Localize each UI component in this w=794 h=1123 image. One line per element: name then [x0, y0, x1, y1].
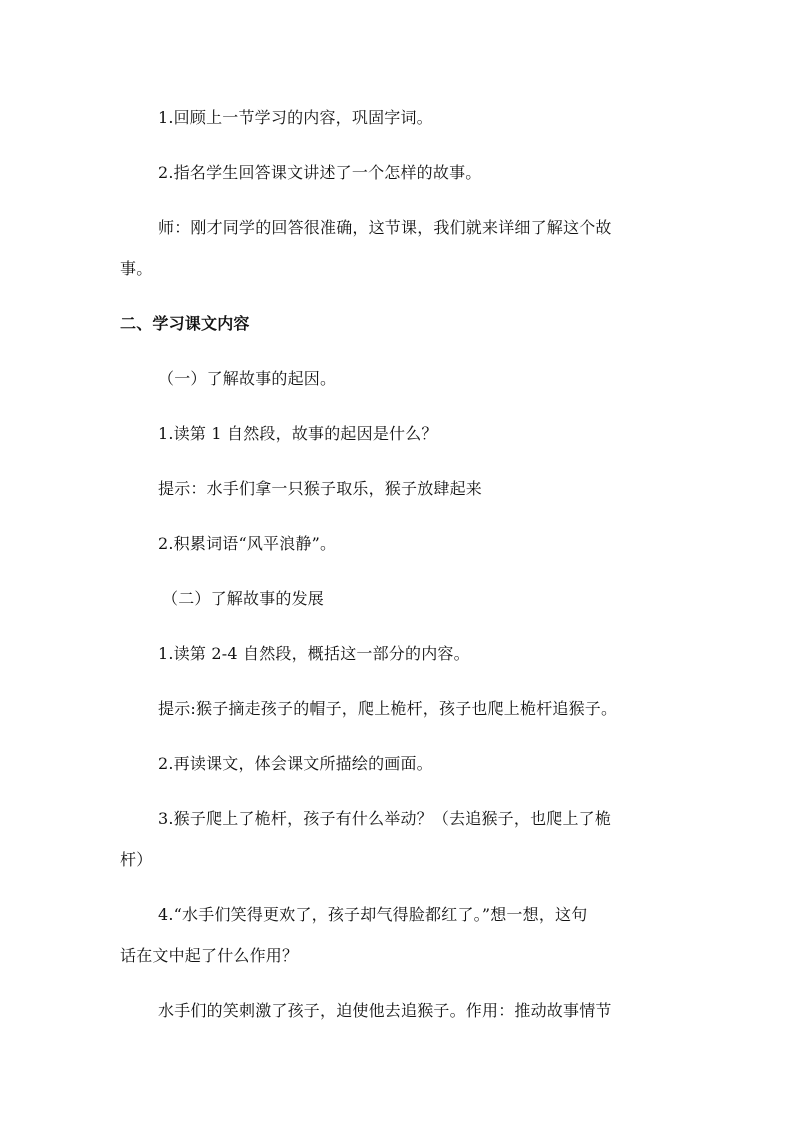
paragraph-quote-1: 4.“水手们笑得更欢了，孩子却气得脸都红了。”想一想，这句 — [158, 905, 588, 924]
section-heading-study-content: 二、学习课文内容 — [120, 314, 250, 333]
paragraph-effect: 水手们的笑刺激了孩子，迫使他去追猴子。作用：推动故事情节 — [158, 1001, 612, 1020]
paragraph-reread: 2.再读课文，体会课文所描绘的画面。 — [158, 754, 433, 773]
paragraph-child-action-1: 3.猴子爬上了桅杆，孩子有什么举动？（去追猴子，也爬上了桅 — [158, 809, 612, 828]
subheading-cause: （一）了解故事的起因。 — [158, 369, 337, 388]
paragraph-story-question: 2.指名学生回答课文讲述了一个怎样的故事。 — [158, 163, 482, 182]
paragraph-child-action-2: 杆） — [120, 850, 153, 869]
paragraph-quote-2: 话在文中起了什么作用？ — [120, 946, 299, 965]
paragraph-hint-2: 提示:猴子摘走孩子的帽子，爬上桅杆，孩子也爬上桅杆追猴子。 — [158, 699, 618, 718]
paragraph-teacher-line-2: 事。 — [120, 259, 153, 278]
paragraph-vocabulary: 2.积累词语“风平浪静”。 — [158, 534, 337, 553]
paragraph-teacher-line-1: 师：刚才同学的回答很准确，这节课，我们就来详细了解这个故 — [158, 218, 612, 237]
paragraph-read-first: 1.读第 1 自然段，故事的起因是什么？ — [158, 424, 438, 443]
subheading-development: （二）了解故事的发展 — [162, 589, 325, 608]
paragraph-review: 1.回顾上一节学习的内容，巩固字词。 — [158, 108, 433, 127]
paragraph-hint-1: 提示：水手们拿一只猴子取乐，猴子放肆起来 — [158, 479, 483, 498]
paragraph-read-2-4: 1.读第 2-4 自然段，概括这一部分的内容。 — [158, 644, 470, 663]
